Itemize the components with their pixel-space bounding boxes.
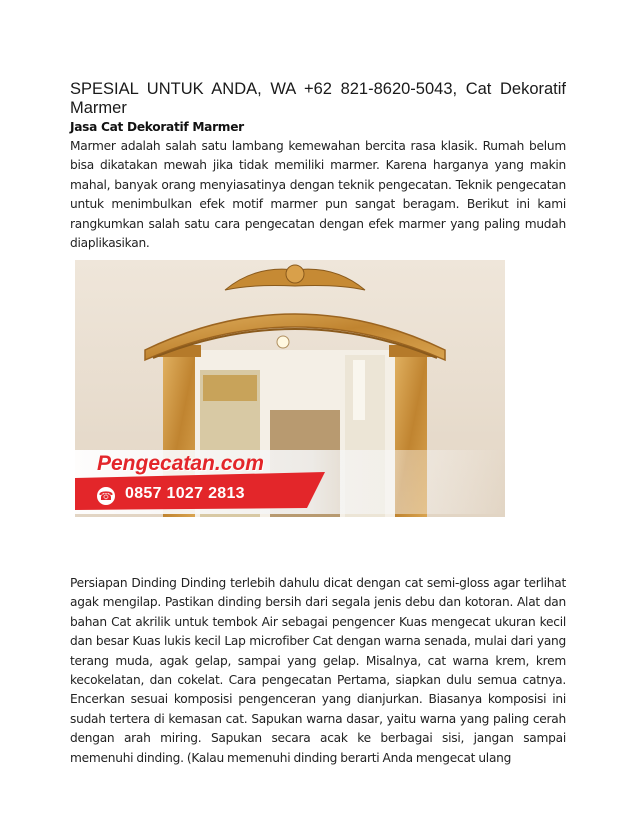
archway-illustration: [75, 260, 505, 517]
intro-paragraph: Marmer adalah salah satu lambang kemewahan bercita rasa klasik. Rumah belum bisa dikatakan mewah jika tidak memiliki marmer. Karena harganya yang makin mahal, banyak orang menyiasatinya dengan teknik pengecatan. Teknik pengecatan untuk menimbulkan efek motif marmer pun sangat beragam. Berikut ini kami rangkumkan salah satu cara pengecatan dengan efek marmer yang paling mudah diaplikasikan.: [70, 139, 566, 251]
body-paragraph: Persiapan Dinding Dinding terlebih dahulu dicat dengan cat semi-gloss agar terlihat agak mengilap. Pastikan dinding bersih dari segala jenis debu dan kotoran. Alat dan bahan Cat akrilik untuk tembok Air sebagai pengencer Kuas mengecat ukuran kecil dan besar Kuas lukis kecil Lap microfiber Cat dengan warna senada, mulai dari yang terang muda, agak gelap, sampai yang gelap. Misalnya, cat warna krem, krem kecokelatan, dan cokelat. Cara pengecatan Pertama, siapkan dulu semua catnya. Encerkan sesuai komposisi pengenceran yang dianjurkan. Biasanya komposisi ini sudah tertera di kemasan cat. Sapukan warna dasar, yaitu warna yang paling cerah dengan arah miring. Sapukan secara acak ke berbagai sisi, jangan sampai memenuhi dinding. (Kalau memenuhi dinding berarti Anda mengecat ulang: [70, 576, 566, 765]
phone-number: 0857 1027 2813: [125, 485, 245, 502]
marble-archway-photo: [75, 260, 505, 517]
brand-logo: Pengecatan.com: [97, 452, 264, 475]
section-heading: Jasa Cat Dekoratif Marmer: [70, 120, 244, 134]
page-title: SPESIAL UNTUK ANDA, WA +62 821-8620-5043, Cat Dekoratif Marmer: [70, 80, 566, 117]
phone-icon: ☎: [95, 485, 117, 507]
